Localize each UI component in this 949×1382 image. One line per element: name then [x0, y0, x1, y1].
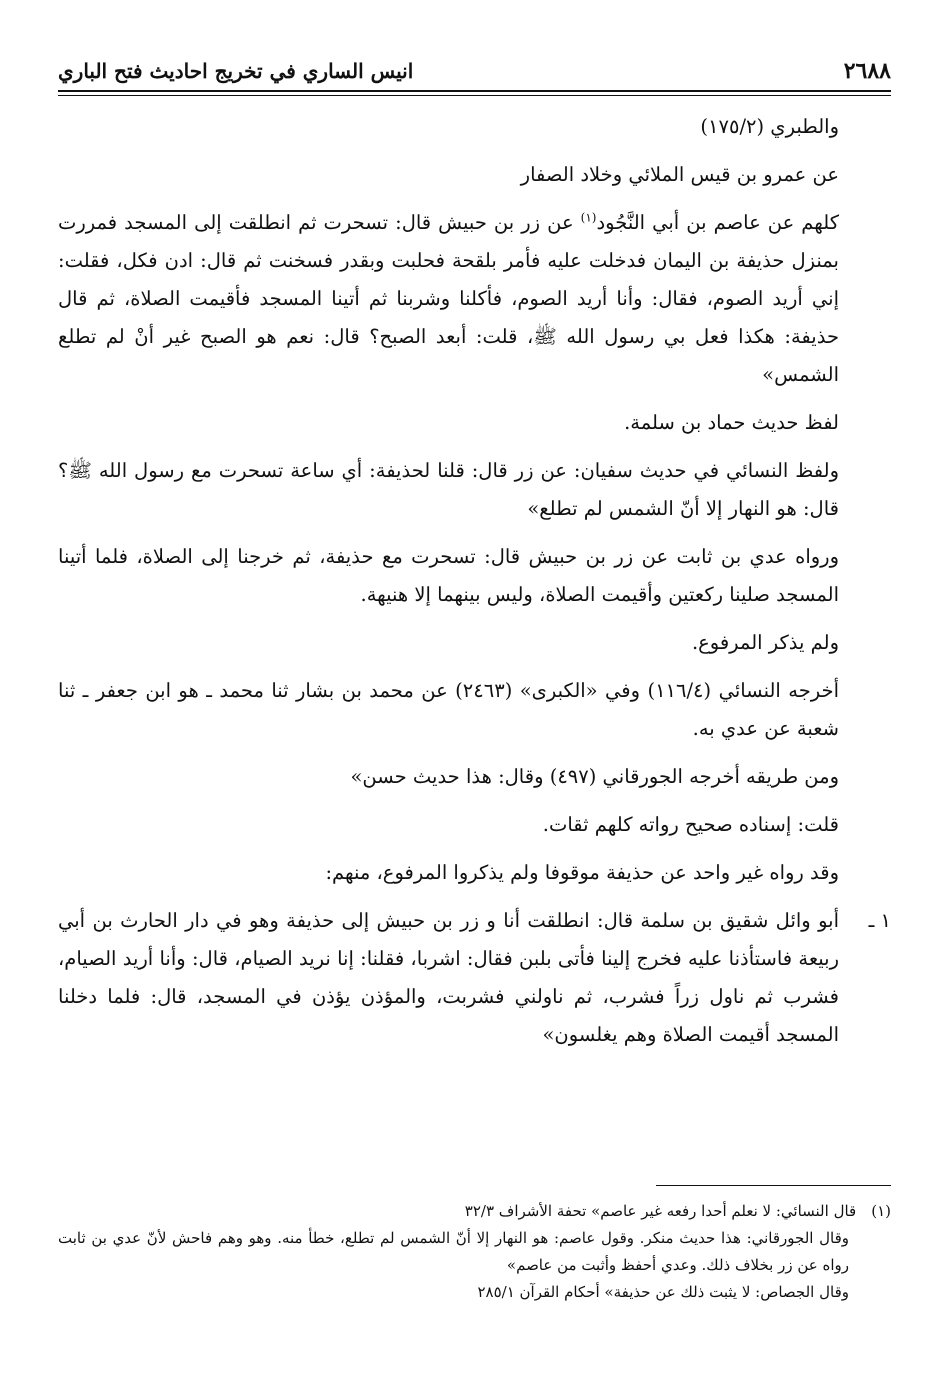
- paragraph: وقد رواه غير واحد عن حذيفة موقوفا ولم يذكروا المرفوع، منهم:: [325, 861, 839, 884]
- item-text: أبو وائل شقيق بن سلمة قال: انطلقت أنا و زر بن حبيش إلى حذيفة وهو في دار الحارث بن أبي ربيعة فاستأذنا عليه فخرج إلينا فأتى بلبن فقال: اشربا، فقلنا: إنا نريد الصيام، قال: وأنا أريد الصيام، فشرب ثم ناول زراً فشرب، ثم ناولني فشربت، والمؤذن يؤذن في المسجد، قال: فلما دخلنا المسجد أقيمت الصلاة وهم يغلسون»: [58, 909, 839, 1046]
- paragraph: والطبري (١٧٥/٢): [700, 115, 839, 138]
- footnote-separator: [656, 1185, 891, 1186]
- paragraph: ولفظ النسائي في حديث سفيان: عن زر قال: قلنا لحذيفة: أي ساعة تسحرت مع رسول الله ﷺ؟ قال: هو النهار إلا أنّ الشمس لم تطلع»: [58, 459, 839, 520]
- paragraph: [58, 204, 891, 394]
- paragraph: أخرجه النسائي (١١٦/٤) وفي «الكبرى» (٢٤٦٣) عن محمد بن بشار ثنا محمد ـ هو ابن جعفر ـ ثنا شعبة عن عدي به.: [58, 679, 839, 740]
- footnote-text: قال النسائي: لا نعلم أحدا رفعه غير عاصم» تحفة الأشراف ٣٢/٣: [464, 1202, 857, 1220]
- footnote: [58, 1198, 891, 1225]
- footnote-reference[interactable]: (١): [580, 210, 597, 225]
- header-rule-thin: [58, 95, 891, 96]
- numbered-item: [58, 902, 891, 1054]
- footnote-number: (١): [871, 1202, 891, 1220]
- paragraph: لفظ حديث حماد بن سلمة.: [624, 411, 839, 434]
- paragraph: ولم يذكر المرفوع.: [691, 631, 839, 654]
- running-header: [58, 52, 891, 90]
- item-number: ١ ـ: [868, 909, 891, 932]
- main-text: [58, 108, 891, 1054]
- paragraph-text: عن زر بن حبيش قال: تسحرت ثم انطلقت إلى المسجد فمررت بمنزل حذيفة بن اليمان فدخلت عليه فأمر بلقحة فحلبت وبقدر فسخنت ثم قال: ادن فكل، فقلت: إني أريد الصوم، فقال: وأنا أريد الصوم، فأكلنا وشربنا ثم أتينا المسجد فأقيمت الصلاة، ثم قال حذيفة: هكذا فعل بي رسول الله ﷺ، قلت: أبعد الصبح؟ قال: نعم هو الصبح غير أنْ لم تطلع الشمس»: [58, 211, 839, 386]
- paragraph: ومن طريقه أخرجه الجورقاني (٤٩٧) وقال: هذا حديث حسن»: [350, 765, 839, 788]
- paragraph: ورواه عدي بن ثابت عن زر بن حبيش قال: تسحرت مع حذيفة، ثم خرجنا إلى الصلاة، فلما أتينا المسجد صلينا ركعتين وأقيمت الصلاة، وليس بينهما إلا هنيهة.: [58, 545, 839, 606]
- page-number: ٢٦٨٨: [843, 58, 891, 84]
- header-rule-thick: [58, 90, 891, 92]
- paragraph: عن عمرو بن قيس الملائي وخلاد الصفار: [520, 163, 839, 186]
- footnote-text: وقال الجورقاني: هذا حديث منكر. وقول عاصم: هو النهار إلا أنّ الشمس لم تطلع، خطأ منه. وهو وهم فاحش لأنّ عدي بن ثابت رواه عن زر بخلاف ذلك. وعدي أحفظ وأثبت من عاصم»: [58, 1229, 849, 1274]
- footnotes: [58, 1198, 891, 1306]
- paragraph: قلت: إسناده صحيح رواته كلهم ثقات.: [542, 813, 839, 836]
- paragraph-text: كلهم عن عاصم بن أبي النَّجُود: [596, 211, 839, 234]
- footnote-text: وقال الجصاص: لا يثبت ذلك عن حذيفة» أحكام القرآن ٢٨٥/١: [477, 1283, 849, 1301]
- book-title: انيس الساري في تخريج احاديث فتح الباري: [58, 59, 414, 83]
